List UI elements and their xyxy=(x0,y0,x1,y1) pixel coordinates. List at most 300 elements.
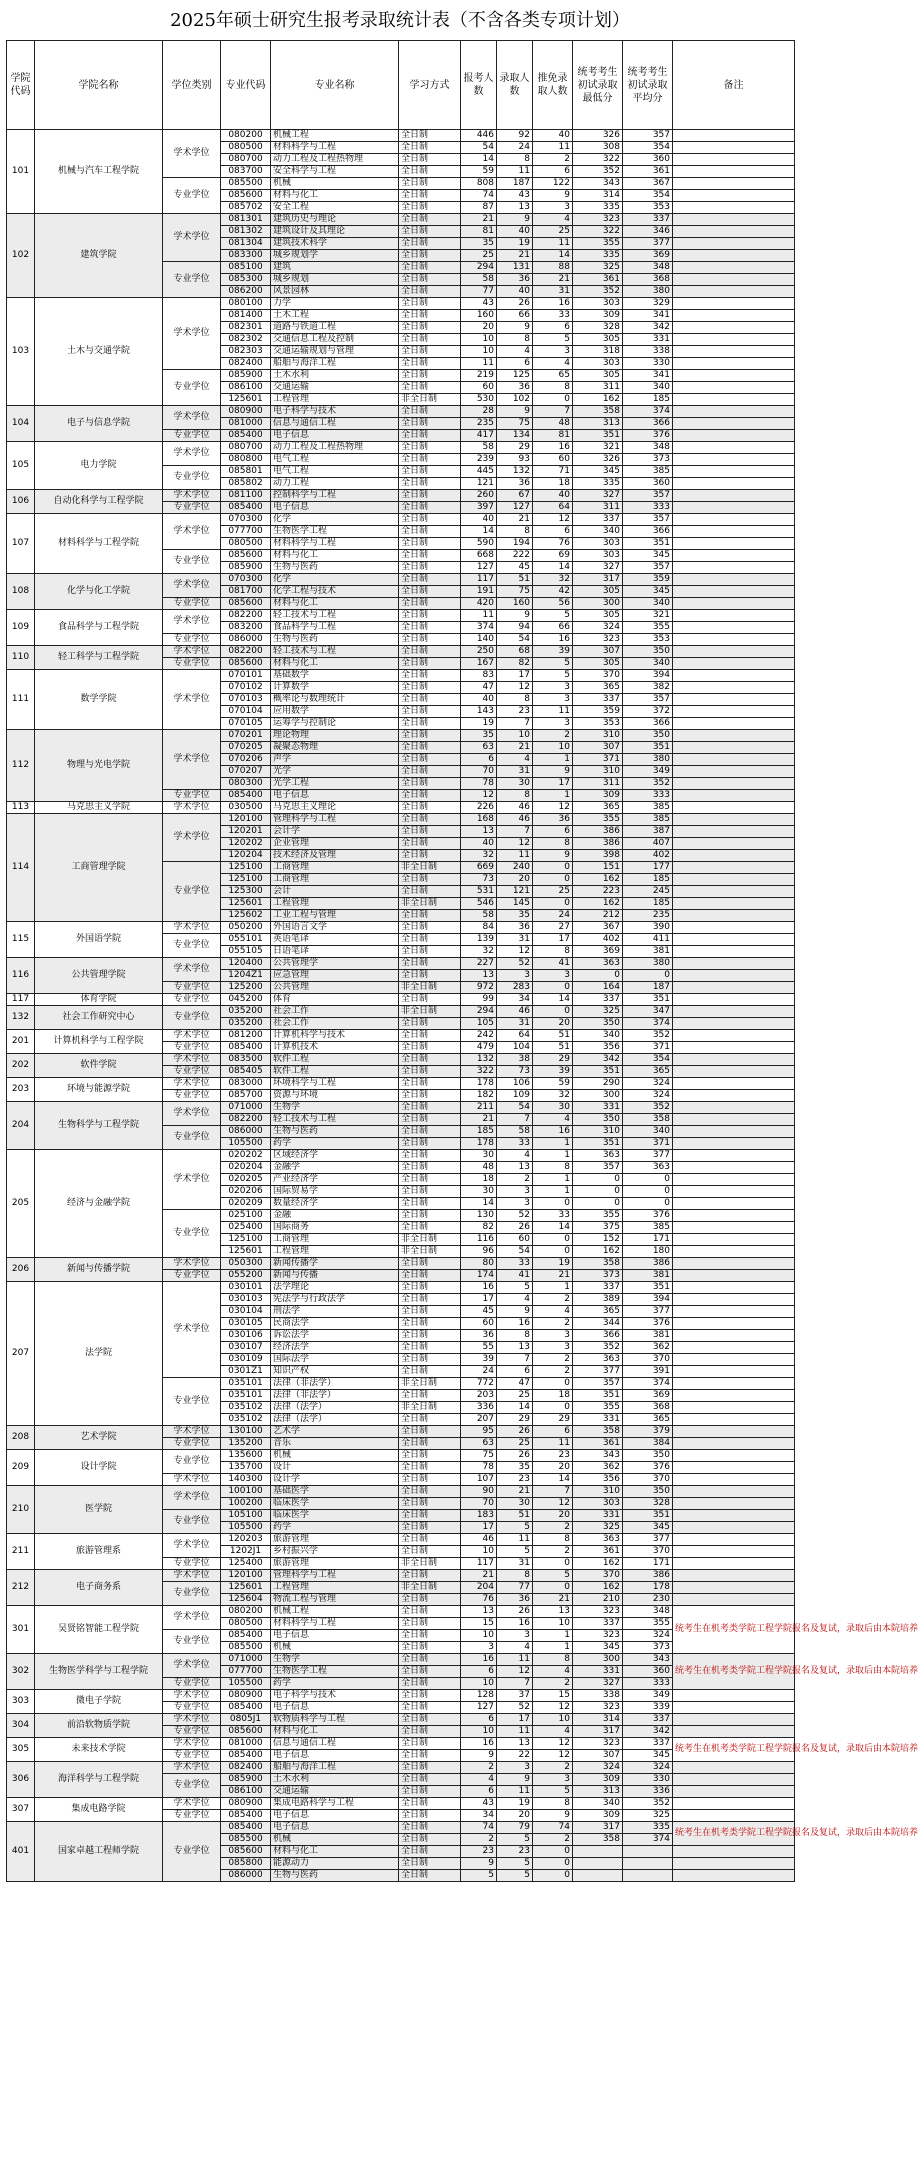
major-code: 070105 xyxy=(221,718,271,730)
remark xyxy=(673,1114,795,1126)
admitted: 33 xyxy=(497,1258,533,1270)
admitted: 60 xyxy=(497,1234,533,1246)
applicants: 6 xyxy=(461,1714,497,1726)
remark xyxy=(673,706,795,718)
study-mode: 全日制 xyxy=(399,874,461,886)
avg-score: 411 xyxy=(623,934,673,946)
major-code: 081000 xyxy=(221,418,271,430)
degree-type: 学术学位 xyxy=(163,922,221,934)
exempt-admitted: 1 xyxy=(533,1630,573,1642)
study-mode: 全日制 xyxy=(399,1738,461,1750)
major-name: 轻工技术与工程 xyxy=(271,646,399,658)
college-name: 自动化科学与工程学院 xyxy=(35,490,163,514)
exempt-admitted: 8 xyxy=(533,1654,573,1666)
applicants: 808 xyxy=(461,178,497,190)
remark xyxy=(673,658,795,670)
applicants: 140 xyxy=(461,634,497,646)
study-mode: 全日制 xyxy=(399,1546,461,1558)
min-score: 317 xyxy=(573,1726,623,1738)
major-code: 071000 xyxy=(221,1654,271,1666)
major-name: 企业管理 xyxy=(271,838,399,850)
major-name: 电子科学与技术 xyxy=(271,1690,399,1702)
applicants: 127 xyxy=(461,1702,497,1714)
admitted: 52 xyxy=(497,958,533,970)
study-mode: 全日制 xyxy=(399,1858,461,1870)
college-code: 212 xyxy=(7,1570,35,1606)
major-code: 077700 xyxy=(221,1666,271,1678)
degree-type: 专业学位 xyxy=(163,178,221,214)
exempt-admitted: 16 xyxy=(533,298,573,310)
applicants: 479 xyxy=(461,1042,497,1054)
admitted: 9 xyxy=(497,1774,533,1786)
admitted: 25 xyxy=(497,1438,533,1450)
exempt-admitted: 16 xyxy=(533,442,573,454)
study-mode: 全日制 xyxy=(399,538,461,550)
degree-type: 专业学位 xyxy=(163,370,221,406)
exempt-admitted: 3 xyxy=(533,202,573,214)
col-header: 学院名称 xyxy=(35,41,163,130)
major-code: 030105 xyxy=(221,1318,271,1330)
degree-type: 专业学位 xyxy=(163,658,221,670)
college-code: 201 xyxy=(7,1030,35,1054)
applicants: 239 xyxy=(461,454,497,466)
avg-score: 370 xyxy=(623,1354,673,1366)
study-mode: 全日制 xyxy=(399,550,461,562)
exempt-admitted: 1 xyxy=(533,1150,573,1162)
remark xyxy=(673,1378,795,1390)
study-mode: 全日制 xyxy=(399,598,461,610)
applicants: 16 xyxy=(461,1654,497,1666)
major-name: 工程管理 xyxy=(271,394,399,406)
min-score: 162 xyxy=(573,1246,623,1258)
exempt-admitted: 1 xyxy=(533,1138,573,1150)
applicants: 25 xyxy=(461,250,497,262)
degree-type: 专业学位 xyxy=(163,982,221,994)
admitted: 23 xyxy=(497,706,533,718)
study-mode: 全日制 xyxy=(399,190,461,202)
min-score: 309 xyxy=(573,790,623,802)
major-code: 050200 xyxy=(221,922,271,934)
admitted: 9 xyxy=(497,406,533,418)
major-code: 085400 xyxy=(221,502,271,514)
admitted: 8 xyxy=(497,334,533,346)
min-score: 355 xyxy=(573,1210,623,1222)
min-score: 308 xyxy=(573,142,623,154)
major-code: 085500 xyxy=(221,1834,271,1846)
min-score: 345 xyxy=(573,466,623,478)
admitted: 92 xyxy=(497,130,533,142)
exempt-admitted: 1 xyxy=(533,1174,573,1186)
min-score: 370 xyxy=(573,670,623,682)
exempt-admitted: 59 xyxy=(533,1078,573,1090)
remark xyxy=(673,910,795,922)
avg-score xyxy=(623,1858,673,1870)
major-code: 030109 xyxy=(221,1354,271,1366)
min-score: 303 xyxy=(573,538,623,550)
study-mode: 全日制 xyxy=(399,382,461,394)
min-score: 0 xyxy=(573,1174,623,1186)
avg-score: 360 xyxy=(623,1666,673,1678)
degree-type: 专业学位 xyxy=(163,1558,221,1570)
min-score: 324 xyxy=(573,622,623,634)
major-code: 120100 xyxy=(221,1570,271,1582)
applicants: 203 xyxy=(461,1390,497,1402)
avg-score: 330 xyxy=(623,1774,673,1786)
min-score: 307 xyxy=(573,1750,623,1762)
major-name: 建筑设计及其理论 xyxy=(271,226,399,238)
college-code: 105 xyxy=(7,442,35,490)
admitted: 31 xyxy=(497,1558,533,1570)
admitted: 51 xyxy=(497,574,533,586)
avg-score: 337 xyxy=(623,214,673,226)
avg-score: 324 xyxy=(623,1630,673,1642)
major-name: 信息与通信工程 xyxy=(271,418,399,430)
study-mode: 全日制 xyxy=(399,334,461,346)
exempt-admitted: 65 xyxy=(533,370,573,382)
major-name: 生物医学工程 xyxy=(271,526,399,538)
min-score: 365 xyxy=(573,682,623,694)
min-score: 323 xyxy=(573,1738,623,1750)
applicants: 10 xyxy=(461,346,497,358)
major-code: 086000 xyxy=(221,1126,271,1138)
college-name: 设计学院 xyxy=(35,1450,163,1486)
remark xyxy=(673,634,795,646)
min-score: 314 xyxy=(573,190,623,202)
exempt-admitted: 3 xyxy=(533,1342,573,1354)
min-score: 351 xyxy=(573,1138,623,1150)
exempt-admitted: 39 xyxy=(533,646,573,658)
min-score: 340 xyxy=(573,526,623,538)
admitted: 40 xyxy=(497,226,533,238)
exempt-admitted: 42 xyxy=(533,586,573,598)
avg-score: 359 xyxy=(623,574,673,586)
applicants: 242 xyxy=(461,1030,497,1042)
exempt-admitted: 5 xyxy=(533,658,573,670)
study-mode: 全日制 xyxy=(399,1486,461,1498)
major-code: 081100 xyxy=(221,490,271,502)
major-name: 道路与铁道工程 xyxy=(271,322,399,334)
major-code: 086000 xyxy=(221,1870,271,1882)
admitted: 40 xyxy=(497,286,533,298)
applicants: 58 xyxy=(461,274,497,286)
college-name: 未来技术学院 xyxy=(35,1738,163,1762)
study-mode: 全日制 xyxy=(399,1258,461,1270)
avg-score: 351 xyxy=(623,538,673,550)
study-mode: 全日制 xyxy=(399,922,461,934)
applicants: 45 xyxy=(461,1306,497,1318)
major-code: 085702 xyxy=(221,202,271,214)
min-score: 305 xyxy=(573,658,623,670)
college-code: 208 xyxy=(7,1426,35,1450)
remark xyxy=(673,1846,795,1858)
study-mode: 全日制 xyxy=(399,1090,461,1102)
applicants: 30 xyxy=(461,1186,497,1198)
min-score: 371 xyxy=(573,754,623,766)
avg-score: 407 xyxy=(623,838,673,850)
min-score: 303 xyxy=(573,298,623,310)
avg-score: 0 xyxy=(623,1186,673,1198)
avg-score: 357 xyxy=(623,490,673,502)
avg-score: 384 xyxy=(623,1438,673,1450)
college-code: 116 xyxy=(7,958,35,994)
min-score: 0 xyxy=(573,1198,623,1210)
applicants: 178 xyxy=(461,1138,497,1150)
study-mode: 全日制 xyxy=(399,1066,461,1078)
table-row xyxy=(7,1078,795,1090)
study-mode: 全日制 xyxy=(399,370,461,382)
study-mode: 全日制 xyxy=(399,1810,461,1822)
min-score: 212 xyxy=(573,910,623,922)
col-header: 学位类别 xyxy=(163,41,221,130)
applicants: 10 xyxy=(461,1726,497,1738)
study-mode: 全日制 xyxy=(399,214,461,226)
degree-type: 专业学位 xyxy=(163,1750,221,1762)
major-name: 计算数学 xyxy=(271,682,399,694)
college-name: 国家卓越工程师学院 xyxy=(35,1822,163,1882)
applicants: 10 xyxy=(461,1630,497,1642)
min-score: 0 xyxy=(573,970,623,982)
avg-score: 354 xyxy=(623,190,673,202)
applicants: 417 xyxy=(461,430,497,442)
exempt-admitted: 17 xyxy=(533,778,573,790)
min-score: 337 xyxy=(573,1618,623,1630)
applicants: 178 xyxy=(461,1078,497,1090)
remark xyxy=(673,958,795,970)
major-code: 081301 xyxy=(221,214,271,226)
degree-type: 专业学位 xyxy=(163,550,221,574)
remark xyxy=(673,1018,795,1030)
major-name: 工程管理 xyxy=(271,1246,399,1258)
study-mode: 全日制 xyxy=(399,586,461,598)
study-mode: 全日制 xyxy=(399,1126,461,1138)
study-mode: 全日制 xyxy=(399,682,461,694)
min-score: 363 xyxy=(573,958,623,970)
admitted: 12 xyxy=(497,682,533,694)
study-mode: 全日制 xyxy=(399,1834,461,1846)
study-mode: 全日制 xyxy=(399,1282,461,1294)
degree-type: 专业学位 xyxy=(163,790,221,802)
study-mode: 全日制 xyxy=(399,442,461,454)
remark xyxy=(673,526,795,538)
degree-type: 学术学位 xyxy=(163,1030,221,1042)
avg-score: 391 xyxy=(623,1366,673,1378)
exempt-admitted: 14 xyxy=(533,1474,573,1486)
college-code: 209 xyxy=(7,1450,35,1486)
admitted: 77 xyxy=(497,1582,533,1594)
min-score: 321 xyxy=(573,442,623,454)
admitted: 5 xyxy=(497,1522,533,1534)
major-code: 082302 xyxy=(221,334,271,346)
exempt-admitted: 0 xyxy=(533,1558,573,1570)
remark xyxy=(673,1150,795,1162)
admitted: 29 xyxy=(497,442,533,454)
major-code: 070103 xyxy=(221,694,271,706)
min-score: 363 xyxy=(573,1534,623,1546)
study-mode: 全日制 xyxy=(399,1210,461,1222)
degree-type: 学术学位 xyxy=(163,1534,221,1558)
admitted: 73 xyxy=(497,1066,533,1078)
remark xyxy=(673,1534,795,1546)
college-name: 医学院 xyxy=(35,1486,163,1534)
study-mode: 全日制 xyxy=(399,1702,461,1714)
exempt-admitted: 2 xyxy=(533,1318,573,1330)
degree-type: 学术学位 xyxy=(163,1798,221,1810)
exempt-admitted: 1 xyxy=(533,754,573,766)
admitted: 46 xyxy=(497,814,533,826)
major-name: 应用数学 xyxy=(271,706,399,718)
admitted: 8 xyxy=(497,1330,533,1342)
exempt-admitted: 0 xyxy=(533,1006,573,1018)
major-code: 125100 xyxy=(221,874,271,886)
table-row xyxy=(7,610,795,622)
min-score: 331 xyxy=(573,1414,623,1426)
avg-score: 394 xyxy=(623,670,673,682)
degree-type: 专业学位 xyxy=(163,1450,221,1474)
major-name: 药学 xyxy=(271,1678,399,1690)
avg-score: 333 xyxy=(623,502,673,514)
study-mode: 全日制 xyxy=(399,838,461,850)
major-code: 030103 xyxy=(221,1294,271,1306)
study-mode: 全日制 xyxy=(399,958,461,970)
admitted: 4 xyxy=(497,1642,533,1654)
min-score: 363 xyxy=(573,1150,623,1162)
applicants: 19 xyxy=(461,718,497,730)
min-score: 386 xyxy=(573,826,623,838)
remark xyxy=(673,1726,795,1738)
major-name: 临床医学 xyxy=(271,1498,399,1510)
major-code: 125400 xyxy=(221,1558,271,1570)
exempt-admitted: 17 xyxy=(533,934,573,946)
college-name: 旅游管理系 xyxy=(35,1534,163,1570)
study-mode: 非全日制 xyxy=(399,1006,461,1018)
degree-type: 学术学位 xyxy=(163,1078,221,1090)
remark xyxy=(673,742,795,754)
admitted: 23 xyxy=(497,1846,533,1858)
major-name: 工商管理 xyxy=(271,1234,399,1246)
major-name: 电子信息 xyxy=(271,1810,399,1822)
min-score: 337 xyxy=(573,694,623,706)
major-code: 085400 xyxy=(221,1822,271,1834)
major-code: 086200 xyxy=(221,286,271,298)
min-score: 327 xyxy=(573,490,623,502)
remark xyxy=(673,694,795,706)
college-name: 生物科学与工程学院 xyxy=(35,1102,163,1150)
remark xyxy=(673,154,795,166)
exempt-admitted: 30 xyxy=(533,1102,573,1114)
min-score: 322 xyxy=(573,154,623,166)
major-name: 会计学 xyxy=(271,826,399,838)
applicants: 17 xyxy=(461,1522,497,1534)
college-name: 环境与能源学院 xyxy=(35,1078,163,1102)
major-name: 设计 xyxy=(271,1462,399,1474)
admitted: 11 xyxy=(497,1654,533,1666)
study-mode: 全日制 xyxy=(399,1618,461,1630)
remark xyxy=(673,1054,795,1066)
study-mode: 全日制 xyxy=(399,1030,461,1042)
college-name: 工商管理学院 xyxy=(35,814,163,922)
study-mode: 全日制 xyxy=(399,610,461,622)
major-code: 035102 xyxy=(221,1402,271,1414)
remark xyxy=(673,610,795,622)
applicants: 191 xyxy=(461,586,497,598)
major-code: 083200 xyxy=(221,622,271,634)
applicants: 36 xyxy=(461,1330,497,1342)
major-name: 土木工程 xyxy=(271,310,399,322)
min-score: 377 xyxy=(573,1366,623,1378)
study-mode: 全日制 xyxy=(399,454,461,466)
exempt-admitted: 0 xyxy=(533,1846,573,1858)
applicants: 117 xyxy=(461,574,497,586)
study-mode: 全日制 xyxy=(399,154,461,166)
exempt-admitted: 20 xyxy=(533,1018,573,1030)
remark xyxy=(673,1198,795,1210)
degree-type: 专业学位 xyxy=(163,1510,221,1534)
study-mode: 全日制 xyxy=(399,1606,461,1618)
exempt-admitted: 3 xyxy=(533,718,573,730)
admitted: 9 xyxy=(497,214,533,226)
study-mode: 全日制 xyxy=(399,1390,461,1402)
applicants: 28 xyxy=(461,406,497,418)
avg-score: 177 xyxy=(623,862,673,874)
major-name: 电子信息 xyxy=(271,790,399,802)
exempt-admitted: 14 xyxy=(533,994,573,1006)
min-score: 164 xyxy=(573,982,623,994)
major-name: 管理科学与工程 xyxy=(271,1570,399,1582)
major-code: 030106 xyxy=(221,1330,271,1342)
remark xyxy=(673,262,795,274)
remark xyxy=(673,646,795,658)
major-code: 080200 xyxy=(221,1606,271,1618)
major-name: 刑法学 xyxy=(271,1306,399,1318)
min-score: 300 xyxy=(573,598,623,610)
degree-type: 专业学位 xyxy=(163,1822,221,1882)
major-code: 077700 xyxy=(221,526,271,538)
major-code: 083000 xyxy=(221,1078,271,1090)
min-score: 351 xyxy=(573,1390,623,1402)
avg-score: 376 xyxy=(623,1318,673,1330)
table-row xyxy=(7,214,795,226)
college-name: 软件学院 xyxy=(35,1054,163,1078)
major-name: 运筹学与控制论 xyxy=(271,718,399,730)
applicants: 6 xyxy=(461,1666,497,1678)
admitted: 283 xyxy=(497,982,533,994)
remark xyxy=(673,1774,795,1786)
remark xyxy=(673,670,795,682)
remark xyxy=(673,754,795,766)
remark xyxy=(673,766,795,778)
college-name: 电子商务系 xyxy=(35,1570,163,1606)
avg-score: 354 xyxy=(623,1054,673,1066)
avg-score: 366 xyxy=(623,418,673,430)
admitted: 52 xyxy=(497,1702,533,1714)
applicants: 168 xyxy=(461,814,497,826)
avg-score: 339 xyxy=(623,1702,673,1714)
admitted: 21 xyxy=(497,514,533,526)
major-name: 电子信息 xyxy=(271,1822,399,1834)
avg-score: 336 xyxy=(623,1786,673,1798)
avg-score: 350 xyxy=(623,1486,673,1498)
exempt-admitted: 21 xyxy=(533,1270,573,1282)
exempt-admitted: 15 xyxy=(533,1690,573,1702)
study-mode: 全日制 xyxy=(399,430,461,442)
applicants: 139 xyxy=(461,934,497,946)
table-row xyxy=(7,1006,795,1018)
remark xyxy=(673,370,795,382)
applicants: 590 xyxy=(461,538,497,550)
major-code: 085900 xyxy=(221,1774,271,1786)
applicants: 128 xyxy=(461,1690,497,1702)
remark xyxy=(673,226,795,238)
